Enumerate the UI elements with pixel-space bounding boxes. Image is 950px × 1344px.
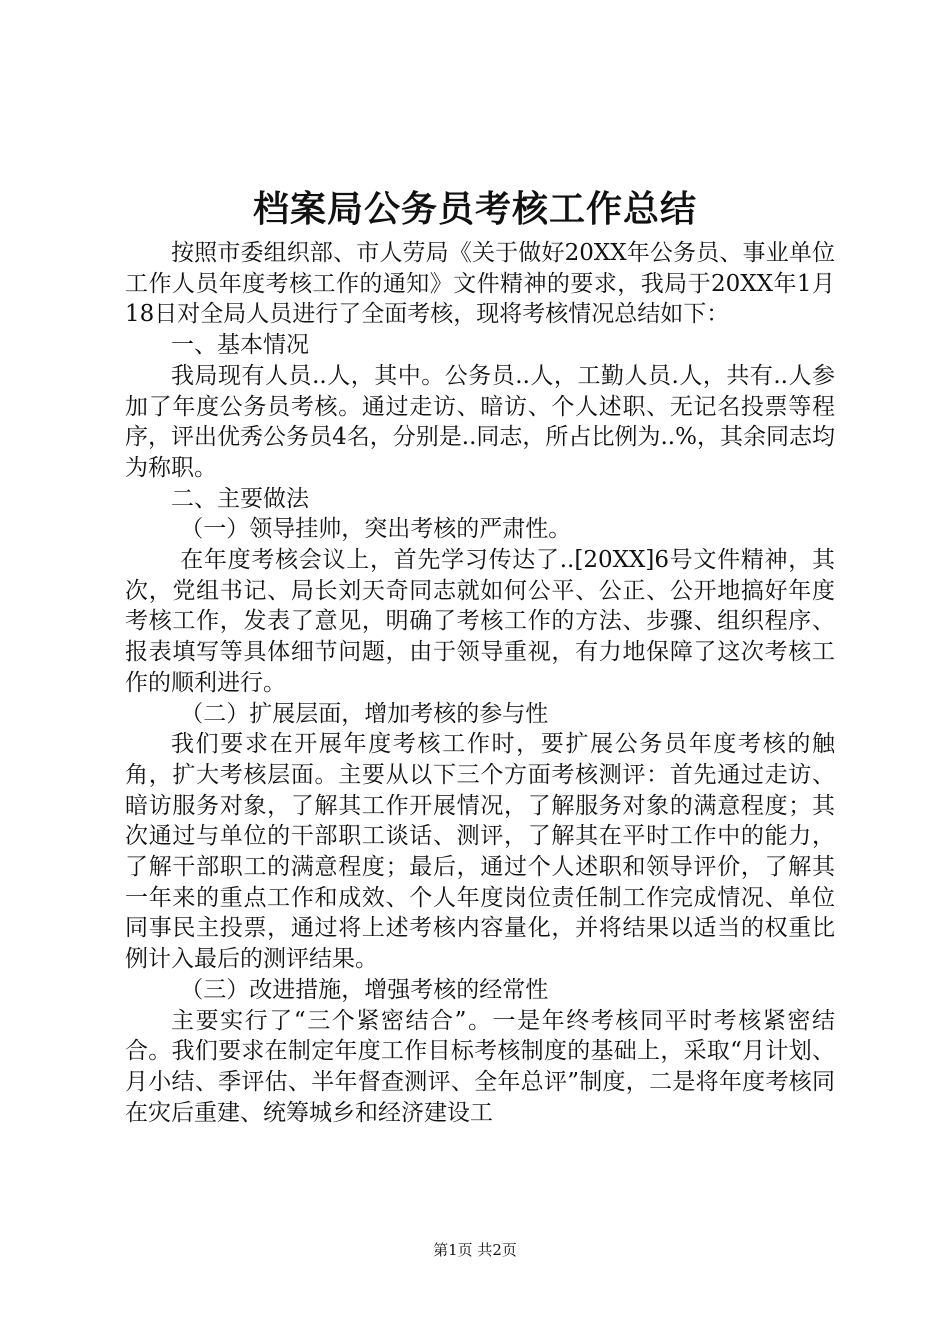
subsection-3-paragraph: 主要实行了“三个紧密结合”。一是年终考核同平时考核紧密结合。我们要求在制定年度工作目标考核制度的基础上，采取“月计划、月小结、季评估、半年督查测评、全年总评”制度，二是将年度考核同在灾后重建、统筹城乡和经济建设工 — [125, 1007, 835, 1126]
page-footer: 第1页 共2页 — [433, 1241, 517, 1259]
basic-situation-paragraph: 我局现有人员..人，其中。公务员..人，工勤人员.人，共有..人参加了年度公务员考核。通过走访、暗访、个人述职、无记名投票等程序，评出优秀公务员4名，分别是..同志，所占比例为..%，其余同志均为称职。 — [125, 362, 835, 481]
subsection-2-paragraph: 我们要求在开展年度考核工作时，要扩展公务员年度考核的触角，扩大考核层面。主要从以下三个方面考核测评：首先通过走访、暗访服务对象，了解其工作开展情况，了解服务对象的满意程度；其次通过与单位的干部职工谈话、测评，了解其在平时工作中的能力，了解干部职工的满意程度；最后，通过个人述职和领导评价，了解其一年来的重点工作和成效、个人年度岗位责任制工作完成情况、单位同事民主投票，通过将上述考核内容量化，并将结果以适当的权重比例计入最后的测评结果。 — [125, 731, 835, 973]
subsection-heading-3: （三）改进措施，增强考核的经常性 — [180, 976, 549, 1003]
subsection-heading-2: （二）扩展层面，增加考核的参与性 — [180, 700, 549, 727]
section-heading-basic: 一、基本情况 — [171, 332, 309, 359]
document-title: 档案局公务员考核工作总结 — [252, 188, 697, 230]
subsection-1-paragraph: 在年度考核会议上，首先学习传达了..[20XX]6号文件精神，其次，党组书记、局长刘天奇同志就如何公平、公正、公开地搞好年度考核工作，发表了意见，明确了考核工作的方法、步骤、组织程序、报表填写等具体细节问题，由于领导重视，有力地保障了这次考核工作的顺利进行。 — [125, 547, 835, 696]
subsection-heading-1: （一）领导挂帅，突出考核的严肃性。 — [180, 516, 572, 543]
section-heading-methods: 二、主要做法 — [171, 485, 309, 512]
document-body — [125, 238, 835, 1128]
intro-paragraph: 按照市委组织部、市人劳局《关于做好20XX年公务员、事业单位工作人员年度考核工作的通知》文件精神的要求，我局于20XX年1月18日对全局人员进行了全面考核，现将考核情况总结如下： — [125, 240, 835, 328]
